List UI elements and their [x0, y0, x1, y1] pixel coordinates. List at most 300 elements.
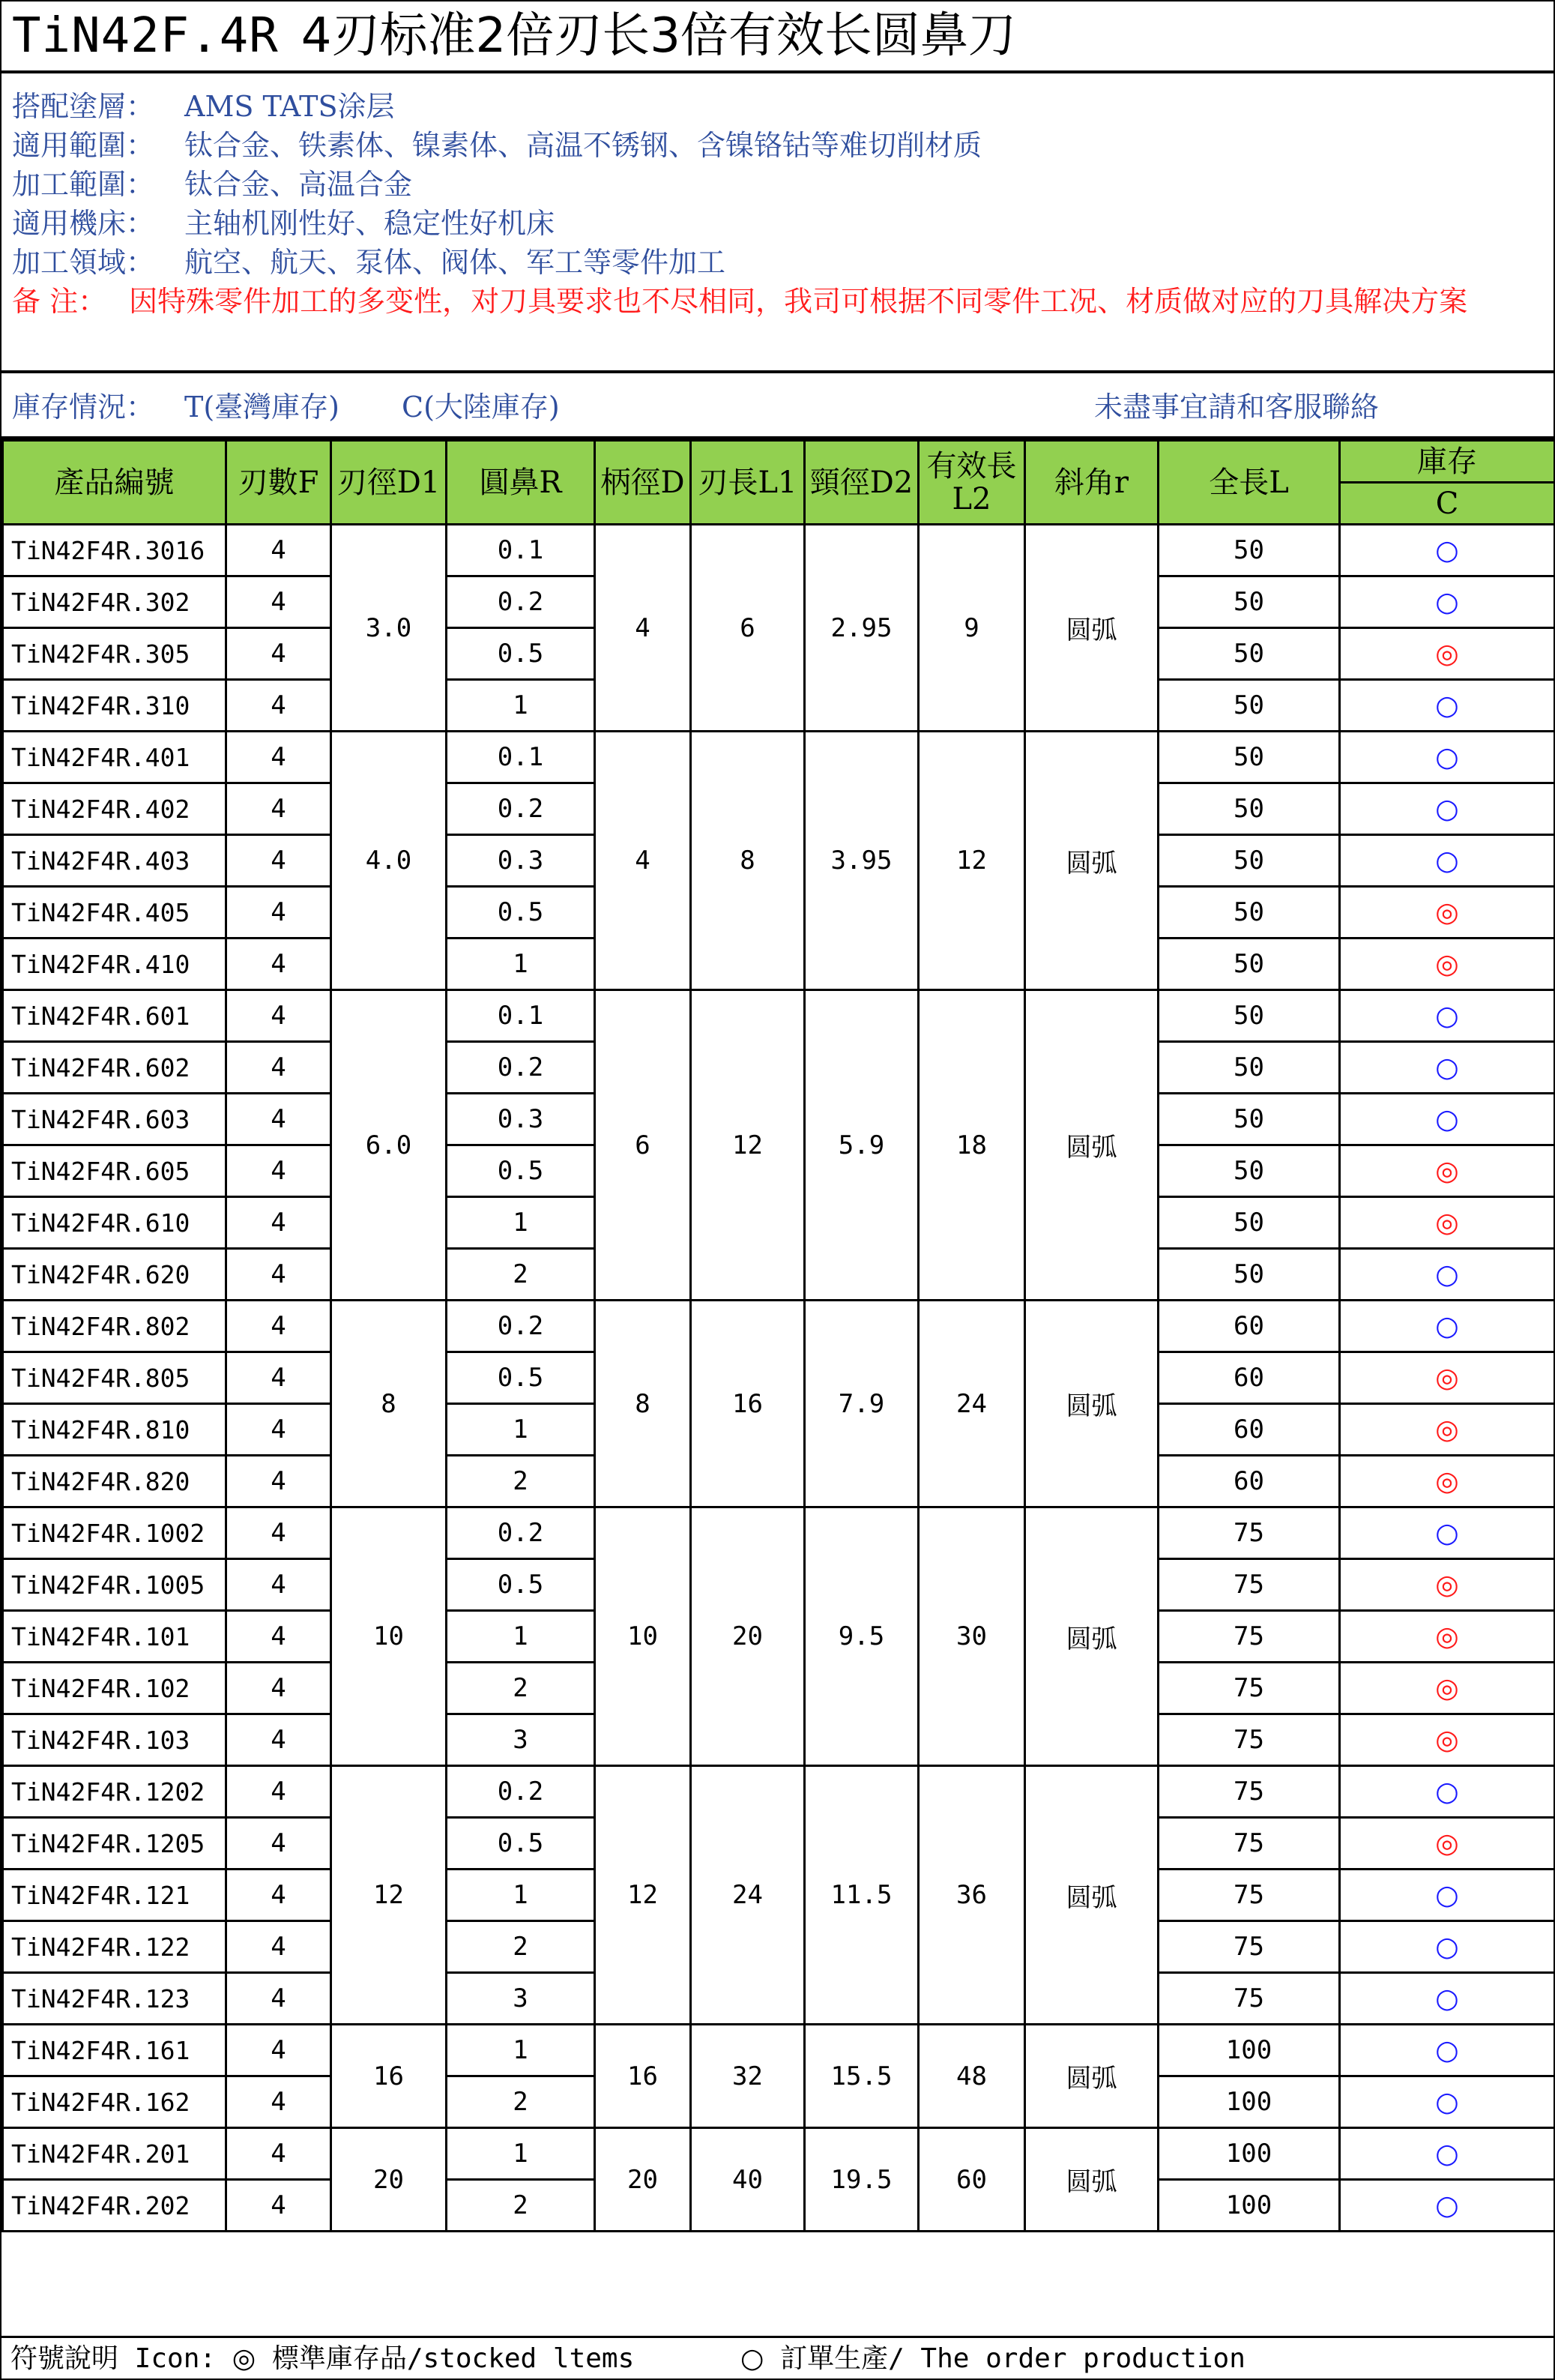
- flutes-cell: 4: [226, 1301, 331, 1352]
- overall-length-cell: 50: [1159, 887, 1340, 939]
- corner-radius-cell: 1: [447, 2128, 595, 2180]
- corner-radius-cell: 1: [447, 1870, 595, 1921]
- stocked-mark-icon: ◎: [1435, 1155, 1459, 1187]
- flutes-cell: 4: [226, 990, 331, 1042]
- d1-cell: 8: [331, 1301, 447, 1507]
- header-d2: 頸徑D2: [805, 441, 919, 525]
- header-stock: 庫存: [1340, 441, 1555, 483]
- flutes-cell: 4: [226, 1973, 331, 2025]
- corner-radius-cell: 1: [447, 680, 595, 732]
- flutes-cell: 4: [226, 887, 331, 939]
- corner-radius-cell: 0.2: [447, 783, 595, 835]
- overall-length-cell: 50: [1159, 628, 1340, 680]
- product-table: [1, 439, 1555, 2232]
- corner-radius-cell: 0.5: [447, 628, 595, 680]
- field-line: [12, 243, 1554, 282]
- header-stock-c: C: [1340, 483, 1555, 525]
- overall-length-cell: 50: [1159, 783, 1340, 835]
- order-mark-icon: ○: [1435, 793, 1459, 825]
- angle-cell: 圆弧: [1025, 525, 1159, 732]
- stocked-mark-icon: ◎: [1435, 638, 1459, 669]
- corner-radius-cell: 0.5: [447, 1559, 595, 1611]
- corner-radius-cell: 0.2: [447, 1507, 595, 1559]
- corner-radius-cell: 0.5: [447, 1818, 595, 1870]
- d2-cell: 15.5: [805, 2025, 919, 2128]
- stocked-symbol: ◎: [232, 2343, 256, 2374]
- stock-taiwan: T(臺灣庫存): [184, 391, 339, 424]
- product-code-cell: TiN42F4R.102: [3, 1663, 226, 1714]
- header-corner-radius: 圓鼻R: [447, 441, 595, 525]
- corner-radius-cell: 2: [447, 1921, 595, 1973]
- field-label: 加工領域：: [12, 246, 155, 279]
- stock-mainland: C(大陸庫存): [402, 391, 560, 424]
- shank-d-cell: 4: [595, 525, 691, 732]
- product-table-body: [3, 525, 1555, 2232]
- corner-radius-cell: 3: [447, 1714, 595, 1766]
- l1-cell: 20: [691, 1507, 805, 1766]
- flutes-cell: 4: [226, 1766, 331, 1818]
- d1-cell: 12: [331, 1766, 447, 2025]
- materials-value: 钛合金、铁素体、镍素体、高温不锈钢、含镍铬钴等难切削材质: [184, 129, 982, 162]
- l1-cell: 8: [691, 732, 805, 990]
- overall-length-cell: 75: [1159, 1507, 1340, 1559]
- product-code-cell: TiN42F4R.802: [3, 1301, 226, 1352]
- corner-radius-cell: 0.1: [447, 525, 595, 576]
- corner-radius-cell: 3: [447, 1973, 595, 2025]
- l1-cell: 40: [691, 2128, 805, 2232]
- machining-line: [12, 165, 1554, 204]
- overall-length-cell: 50: [1159, 732, 1340, 783]
- corner-radius-cell: 2: [447, 2180, 595, 2232]
- overall-length-cell: 100: [1159, 2128, 1340, 2180]
- l2-cell: 30: [919, 1507, 1025, 1766]
- stock-mark-cell: [1340, 1197, 1555, 1249]
- product-code-cell: TiN42F4R.601: [3, 990, 226, 1042]
- table-row: [3, 990, 1555, 1042]
- l2-cell: 18: [919, 990, 1025, 1301]
- shank-d-cell: 12: [595, 1766, 691, 2025]
- spec-info-block: [1, 73, 1554, 373]
- order-mark-icon: ○: [1435, 2086, 1459, 2118]
- d2-cell: 7.9: [805, 1301, 919, 1507]
- l2-cell: 24: [919, 1301, 1025, 1507]
- product-code-cell: TiN42F4R.1002: [3, 1507, 226, 1559]
- table-row: [3, 2128, 1555, 2180]
- overall-length-cell: 75: [1159, 1663, 1340, 1714]
- legend-label: 符號說明 Icon:: [10, 2343, 217, 2374]
- product-code-cell: TiN42F4R.201: [3, 2128, 226, 2180]
- product-code-cell: TiN42F4R.101: [3, 1611, 226, 1663]
- flutes-cell: 4: [226, 2076, 331, 2128]
- stocked-mark-icon: ◎: [1435, 1414, 1459, 1445]
- product-code-cell: TiN42F4R.820: [3, 1456, 226, 1507]
- header-shank-d: 柄徑D: [595, 441, 691, 525]
- flutes-cell: 4: [226, 1249, 331, 1301]
- overall-length-cell: 75: [1159, 1921, 1340, 1973]
- overall-length-cell: 50: [1159, 939, 1340, 990]
- legend-footer: [1, 2336, 1554, 2379]
- stock-mark-cell: [1340, 2180, 1555, 2232]
- stock-mark-cell: [1340, 1249, 1555, 1301]
- stock-mark-cell: [1340, 887, 1555, 939]
- overall-length-cell: 50: [1159, 1042, 1340, 1094]
- stock-mark-cell: [1340, 628, 1555, 680]
- flutes-cell: 4: [226, 2025, 331, 2076]
- overall-length-cell: 75: [1159, 1611, 1340, 1663]
- d2-cell: 19.5: [805, 2128, 919, 2232]
- d1-cell: 20: [331, 2128, 447, 2232]
- product-code-cell: TiN42F4R.302: [3, 576, 226, 628]
- product-code-cell: TiN42F4R.602: [3, 1042, 226, 1094]
- product-code-cell: TiN42F4R.410: [3, 939, 226, 990]
- stock-mark-cell: [1340, 2076, 1555, 2128]
- overall-length-cell: 75: [1159, 1714, 1340, 1766]
- overall-length-cell: 50: [1159, 1249, 1340, 1301]
- overall-length-cell: 50: [1159, 576, 1340, 628]
- coating-value: AMS TATS涂层: [184, 90, 395, 123]
- corner-radius-cell: 0.3: [447, 1094, 595, 1145]
- flutes-cell: 4: [226, 1404, 331, 1456]
- coating-line: [12, 87, 1554, 126]
- stock-label: 庫存情況：: [12, 391, 155, 424]
- stock-mark-cell: [1340, 1714, 1555, 1766]
- table-row: [3, 732, 1555, 783]
- product-code-cell: TiN42F4R.122: [3, 1921, 226, 1973]
- d1-cell: 4.0: [331, 732, 447, 990]
- stock-mark-cell: [1340, 576, 1555, 628]
- stock-mark-cell: [1340, 1507, 1555, 1559]
- stock-mark-cell: [1340, 1611, 1555, 1663]
- flutes-cell: 4: [226, 939, 331, 990]
- overall-length-cell: 100: [1159, 2076, 1340, 2128]
- note-label: 备 注：: [12, 285, 107, 318]
- corner-radius-cell: 1: [447, 1611, 595, 1663]
- flutes-cell: 4: [226, 628, 331, 680]
- machine-label: 適用機床：: [12, 207, 155, 240]
- stocked-mark-icon: ◎: [1435, 897, 1459, 928]
- product-code-cell: TiN42F4R.401: [3, 732, 226, 783]
- overall-length-cell: 60: [1159, 1456, 1340, 1507]
- flutes-cell: 4: [226, 1145, 331, 1197]
- angle-cell: 圆弧: [1025, 2128, 1159, 2232]
- stock-mark-cell: [1340, 680, 1555, 732]
- corner-radius-cell: 0.5: [447, 887, 595, 939]
- header-d1: 刃徑D1: [331, 441, 447, 525]
- product-code-cell: TiN42F4R.162: [3, 2076, 226, 2128]
- header-angle: 斜角r: [1025, 441, 1159, 525]
- stock-mark-cell: [1340, 732, 1555, 783]
- stock-mark-cell: [1340, 835, 1555, 887]
- order-mark-icon: ○: [1435, 741, 1459, 773]
- stock-mark-cell: [1340, 990, 1555, 1042]
- table-row: [3, 1507, 1555, 1559]
- order-mark-icon: ○: [1435, 2034, 1459, 2066]
- product-code-cell: TiN42F4R.603: [3, 1094, 226, 1145]
- stocked-mark-icon: ◎: [1435, 1621, 1459, 1652]
- corner-radius-cell: 2: [447, 1249, 595, 1301]
- corner-radius-cell: 0.5: [447, 1145, 595, 1197]
- order-mark-icon: ○: [1435, 2190, 1459, 2221]
- stocked-mark-icon: ◎: [1435, 948, 1459, 980]
- stock-mark-cell: [1340, 1663, 1555, 1714]
- angle-cell: 圆弧: [1025, 1766, 1159, 2025]
- stock-mark-cell: [1340, 1766, 1555, 1818]
- overall-length-cell: 50: [1159, 1197, 1340, 1249]
- product-code-cell: TiN42F4R.1205: [3, 1818, 226, 1870]
- overall-length-cell: 75: [1159, 1559, 1340, 1611]
- flutes-cell: 4: [226, 1042, 331, 1094]
- l1-cell: 24: [691, 1766, 805, 2025]
- header-code: 產品編號: [3, 441, 226, 525]
- materials-label: 適用範圍：: [12, 129, 155, 162]
- order-mark-icon: ○: [1435, 1983, 1459, 2014]
- overall-length-cell: 60: [1159, 1404, 1340, 1456]
- product-code-cell: TiN42F4R.610: [3, 1197, 226, 1249]
- machine-line: [12, 204, 1554, 243]
- stock-mark-cell: [1340, 1818, 1555, 1870]
- stocked-text: 標準庫存品/stocked ltems: [271, 2343, 635, 2374]
- l2-cell: 9: [919, 525, 1025, 732]
- flutes-cell: 4: [226, 576, 331, 628]
- product-code-cell: TiN42F4R.121: [3, 1870, 226, 1921]
- shank-d-cell: 20: [595, 2128, 691, 2232]
- table-row: [3, 1301, 1555, 1352]
- corner-radius-cell: 1: [447, 1197, 595, 1249]
- flutes-cell: 4: [226, 1818, 331, 1870]
- machining-label: 加工範圍：: [12, 168, 155, 201]
- product-code-cell: TiN42F4R.310: [3, 680, 226, 732]
- stock-mark-cell: [1340, 1404, 1555, 1456]
- product-code-cell: TiN42F4R.202: [3, 2180, 226, 2232]
- corner-radius-cell: 0.2: [447, 1301, 595, 1352]
- stock-mark-cell: [1340, 1559, 1555, 1611]
- d2-cell: 11.5: [805, 1766, 919, 2025]
- shank-d-cell: 16: [595, 2025, 691, 2128]
- angle-cell: 圆弧: [1025, 732, 1159, 990]
- flutes-cell: 4: [226, 1611, 331, 1663]
- flutes-cell: 4: [226, 1663, 331, 1714]
- order-mark-icon: ○: [1435, 1776, 1459, 1807]
- overall-length-cell: 50: [1159, 525, 1340, 576]
- stock-mark-cell: [1340, 783, 1555, 835]
- flutes-cell: 4: [226, 1559, 331, 1611]
- angle-cell: 圆弧: [1025, 1301, 1159, 1507]
- order-mark-icon: ○: [1435, 845, 1459, 876]
- product-code-cell: TiN42F4R.810: [3, 1404, 226, 1456]
- flutes-cell: 4: [226, 680, 331, 732]
- corner-radius-cell: 1: [447, 2025, 595, 2076]
- product-code-cell: TiN42F4R.1202: [3, 1766, 226, 1818]
- d1-cell: 10: [331, 1507, 447, 1766]
- order-mark-icon: ○: [1435, 1052, 1459, 1083]
- stock-mark-cell: [1340, 1094, 1555, 1145]
- angle-cell: 圆弧: [1025, 990, 1159, 1301]
- header-l2-line1: 有效長: [926, 448, 1017, 483]
- overall-length-cell: 50: [1159, 680, 1340, 732]
- note-line: [12, 282, 1548, 321]
- product-code-cell: TiN42F4R.3016: [3, 525, 226, 576]
- flutes-cell: 4: [226, 1507, 331, 1559]
- flutes-cell: 4: [226, 1870, 331, 1921]
- header-l2-line2: L2: [952, 481, 991, 516]
- flutes-cell: 4: [226, 1921, 331, 1973]
- stock-mark-cell: [1340, 1456, 1555, 1507]
- flutes-cell: 4: [226, 2128, 331, 2180]
- product-code-cell: TiN42F4R.405: [3, 887, 226, 939]
- stock-mark-cell: [1340, 1145, 1555, 1197]
- shank-d-cell: 8: [595, 1301, 691, 1507]
- stocked-mark-icon: ◎: [1435, 1828, 1459, 1859]
- stock-mark-cell: [1340, 2128, 1555, 2180]
- product-code-cell: TiN42F4R.1005: [3, 1559, 226, 1611]
- order-mark-icon: ○: [1435, 2138, 1459, 2169]
- angle-cell: 圆弧: [1025, 2025, 1159, 2128]
- corner-radius-cell: 1: [447, 1404, 595, 1456]
- stocked-mark-icon: ◎: [1435, 1362, 1459, 1394]
- flutes-cell: 4: [226, 1352, 331, 1404]
- corner-radius-cell: 0.1: [447, 990, 595, 1042]
- order-mark-icon: ○: [1435, 534, 1459, 566]
- overall-length-cell: 50: [1159, 1094, 1340, 1145]
- corner-radius-cell: 0.1: [447, 732, 595, 783]
- d2-cell: 5.9: [805, 990, 919, 1301]
- stock-mark-cell: [1340, 1042, 1555, 1094]
- l1-cell: 12: [691, 990, 805, 1301]
- corner-radius-cell: 0.2: [447, 1766, 595, 1818]
- stock-mark-cell: [1340, 2025, 1555, 2076]
- flutes-cell: 4: [226, 835, 331, 887]
- machine-value: 主轴机刚性好、稳定性好机床: [184, 207, 555, 240]
- l1-cell: 6: [691, 525, 805, 732]
- l2-cell: 12: [919, 732, 1025, 990]
- field-value: 航空、航天、泵体、阀体、军工等零件加工: [184, 246, 726, 279]
- table-row: [3, 525, 1555, 576]
- overall-length-cell: 75: [1159, 1870, 1340, 1921]
- angle-cell: 圆弧: [1025, 1507, 1159, 1766]
- page-title: [1, 1, 1554, 73]
- table-row: [3, 2025, 1555, 2076]
- order-mark-icon: ○: [1435, 1103, 1459, 1135]
- note-value: 因特殊零件加工的多变性，对刀具要求也不尽相同，我司可根据不同零件工况、材质做对应的刀具解决方案: [129, 285, 1468, 318]
- overall-length-cell: 60: [1159, 1352, 1340, 1404]
- corner-radius-cell: 1: [447, 939, 595, 990]
- order-mark-icon: ○: [1435, 586, 1459, 618]
- stocked-mark-icon: ◎: [1435, 1465, 1459, 1497]
- order-symbol: ○: [740, 2343, 764, 2374]
- stocked-mark-icon: ◎: [1435, 1672, 1459, 1704]
- stock-mark-cell: [1340, 1301, 1555, 1352]
- l2-cell: 60: [919, 2128, 1025, 2232]
- overall-length-cell: 50: [1159, 990, 1340, 1042]
- corner-radius-cell: 2: [447, 1663, 595, 1714]
- d2-cell: 3.95: [805, 732, 919, 990]
- header-overall-length: 全長L: [1159, 441, 1340, 525]
- l2-cell: 48: [919, 2025, 1025, 2128]
- d1-cell: 3.0: [331, 525, 447, 732]
- d2-cell: 9.5: [805, 1507, 919, 1766]
- order-text: 訂單生產/ The order production: [780, 2343, 1245, 2374]
- contact-note: 未盡事宜請和客服聯絡: [1094, 391, 1380, 424]
- shank-d-cell: 6: [595, 990, 691, 1301]
- flutes-cell: 4: [226, 1456, 331, 1507]
- stock-mark-cell: [1340, 1352, 1555, 1404]
- overall-length-cell: 75: [1159, 1818, 1340, 1870]
- order-mark-icon: ○: [1435, 1931, 1459, 1962]
- overall-length-cell: 75: [1159, 1973, 1340, 2025]
- product-code-cell: TiN42F4R.402: [3, 783, 226, 835]
- d1-cell: 16: [331, 2025, 447, 2128]
- header-flutes: 刃數F: [226, 441, 331, 525]
- overall-length-cell: 75: [1159, 1766, 1340, 1818]
- product-series-code: TiN42F.4R: [12, 8, 279, 64]
- order-mark-icon: ○: [1435, 1259, 1459, 1290]
- coating-label: 搭配塗層：: [12, 90, 155, 123]
- flutes-cell: 4: [226, 1714, 331, 1766]
- order-mark-icon: ○: [1435, 690, 1459, 721]
- order-mark-icon: ○: [1435, 1000, 1459, 1031]
- product-code-cell: TiN42F4R.123: [3, 1973, 226, 2025]
- product-code-cell: TiN42F4R.305: [3, 628, 226, 680]
- order-mark-icon: ○: [1435, 1517, 1459, 1549]
- header-l1: 刃長L1: [691, 441, 805, 525]
- corner-radius-cell: 2: [447, 1456, 595, 1507]
- product-code-cell: TiN42F4R.103: [3, 1714, 226, 1766]
- machining-value: 钛合金、高温合金: [184, 168, 413, 201]
- d1-cell: 6.0: [331, 990, 447, 1301]
- flutes-cell: 4: [226, 783, 331, 835]
- stock-mark-cell: [1340, 525, 1555, 576]
- l2-cell: 36: [919, 1766, 1025, 2025]
- product-code-cell: TiN42F4R.620: [3, 1249, 226, 1301]
- corner-radius-cell: 0.2: [447, 1042, 595, 1094]
- materials-line: [12, 126, 1554, 165]
- order-mark-icon: ○: [1435, 1310, 1459, 1342]
- corner-radius-cell: 0.2: [447, 576, 595, 628]
- stocked-mark-icon: ◎: [1435, 1724, 1459, 1756]
- overall-length-cell: 50: [1159, 835, 1340, 887]
- flutes-cell: 4: [226, 732, 331, 783]
- product-code-cell: TiN42F4R.403: [3, 835, 226, 887]
- overall-length-cell: 50: [1159, 1145, 1340, 1197]
- product-code-cell: TiN42F4R.605: [3, 1145, 226, 1197]
- product-series-name: 4刃标准2倍刃长3倍有效长圆鼻刀: [301, 8, 1016, 64]
- product-code-cell: TiN42F4R.161: [3, 2025, 226, 2076]
- l1-cell: 32: [691, 2025, 805, 2128]
- overall-length-cell: 100: [1159, 2025, 1340, 2076]
- stock-mark-cell: [1340, 939, 1555, 990]
- flutes-cell: 4: [226, 525, 331, 576]
- stock-mark-cell: [1340, 1973, 1555, 2025]
- flutes-cell: 4: [226, 2180, 331, 2232]
- product-code-cell: TiN42F4R.805: [3, 1352, 226, 1404]
- overall-length-cell: 60: [1159, 1301, 1340, 1352]
- overall-length-cell: 100: [1159, 2180, 1340, 2232]
- stock-status-bar: [1, 373, 1554, 439]
- flutes-cell: 4: [226, 1197, 331, 1249]
- shank-d-cell: 4: [595, 732, 691, 990]
- header-l2: [919, 441, 1025, 525]
- corner-radius-cell: 2: [447, 2076, 595, 2128]
- flutes-cell: 4: [226, 1094, 331, 1145]
- order-mark-icon: ○: [1435, 1879, 1459, 1911]
- stocked-mark-icon: ◎: [1435, 1569, 1459, 1600]
- corner-radius-cell: 0.3: [447, 835, 595, 887]
- stock-mark-cell: [1340, 1870, 1555, 1921]
- shank-d-cell: 10: [595, 1507, 691, 1766]
- d2-cell: 2.95: [805, 525, 919, 732]
- table-row: [3, 1766, 1555, 1818]
- stock-mark-cell: [1340, 1921, 1555, 1973]
